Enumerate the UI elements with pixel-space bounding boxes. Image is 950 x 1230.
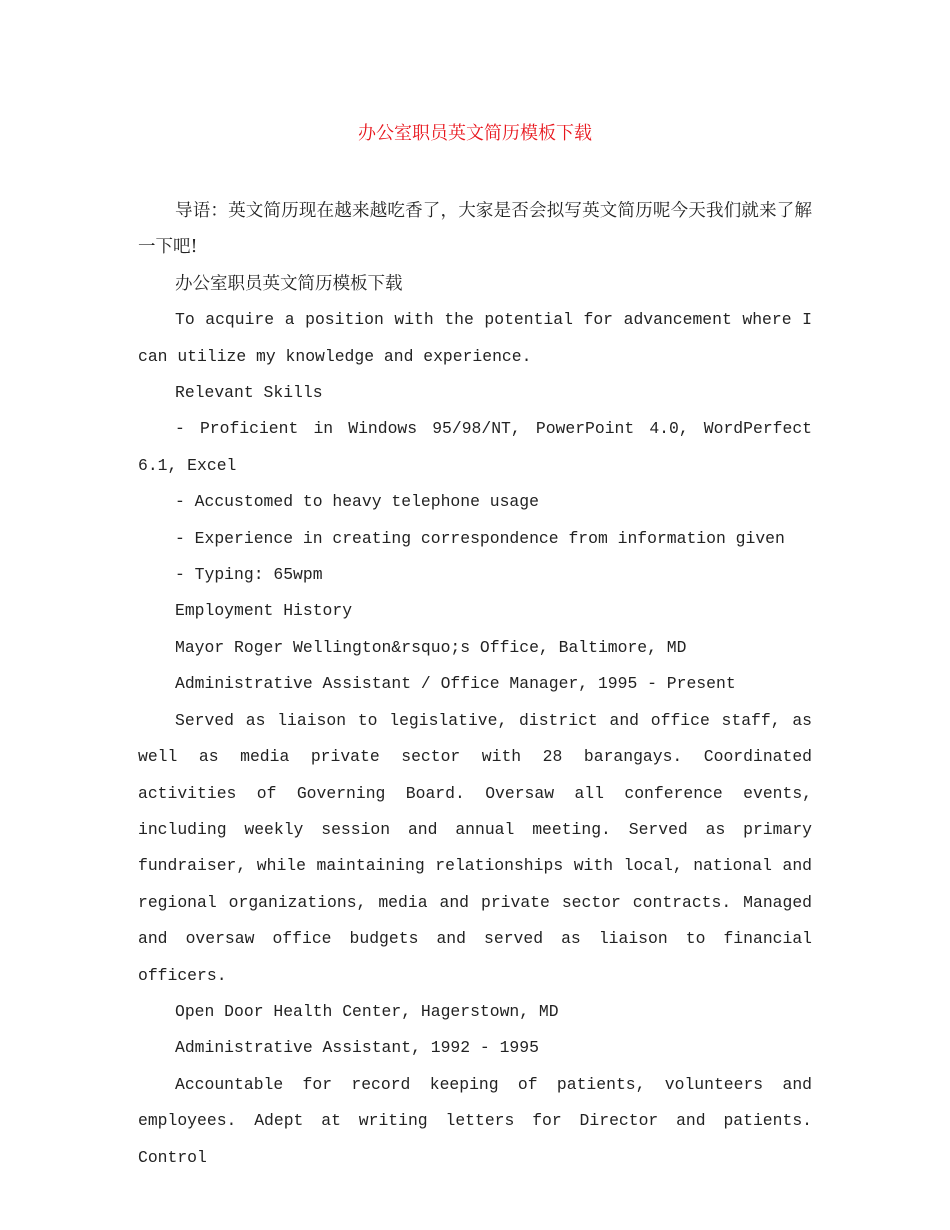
job-description-paragraph: Served as liaison to legislative, district and office staff, as well as media private sector with 28 barangays. Coordinated activities of Governing Board. Oversaw all conference events, including weekly session and annual meeting. Served as primary fundraiser, while maintaining relationships with local, national and regional organizations, media and private sector contracts. Managed and oversaw office budgets and served as liaison to financial officers.: [138, 710, 812, 985]
skill-item: - Accustomed to heavy telephone usage: [175, 492, 539, 512]
document-body: [138, 193, 812, 1176]
section-heading-resume: 办公室职员英文简历模板下载: [175, 273, 403, 294]
document-title: 办公室职员英文简历模板下载: [358, 123, 592, 144]
section-heading-skills: Relevant Skills: [175, 383, 323, 403]
objective-paragraph: To acquire a position with the potential for advancement where I can utilize my knowledge and experience.: [138, 310, 812, 366]
skill-item: - Typing: 65wpm: [175, 565, 323, 585]
employer-line: Mayor Roger Wellington&rsquo;s Office, Baltimore, MD: [175, 637, 687, 657]
job-title-line: Administrative Assistant, 1992 - 1995: [175, 1038, 539, 1058]
employer-line: Open Door Health Center, Hagerstown, MD: [175, 1001, 559, 1021]
intro-paragraph: 导语：英文简历现在越来越吃香了，大家是否会拟写英文简历呢今天我们就来了解一下吧!: [138, 201, 812, 258]
skill-item: - Experience in creating correspondence from information given: [175, 528, 785, 548]
job-description-paragraph: Accountable for record keeping of patients, volunteers and employees. Adept at writing letters for Director and patients. Control: [138, 1074, 812, 1167]
section-heading-employment: Employment History: [175, 601, 353, 621]
skill-item: - Proficient in Windows 95/98/NT, PowerPoint 4.0, WordPerfect 6.1, Excel: [138, 419, 812, 475]
job-title-line: Administrative Assistant / Office Manager, 1995 - Present: [175, 674, 736, 694]
